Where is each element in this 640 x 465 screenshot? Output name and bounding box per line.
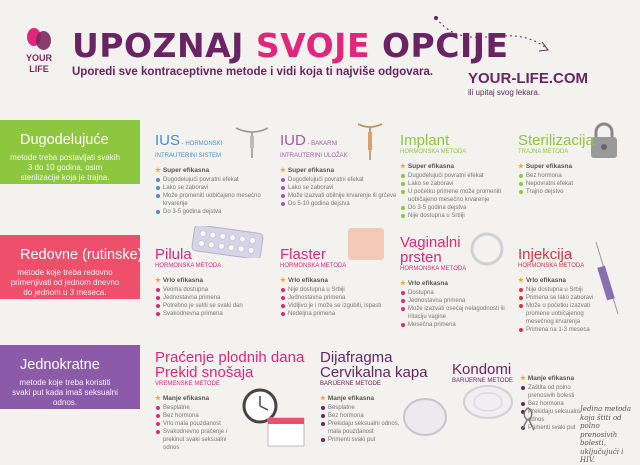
row-title: Redovne (rutinske)	[20, 247, 143, 263]
logo-text-life: LIFE	[29, 64, 49, 74]
method-title-text: IUS	[155, 132, 181, 149]
title-highlight: SVOJE	[255, 26, 370, 65]
condom-icon	[460, 378, 520, 423]
method-subtitle: BARIJERNE METODE	[320, 381, 381, 387]
method-points	[280, 176, 398, 208]
method-title: Kondomi	[452, 361, 512, 378]
row-title: Jednokratne	[20, 357, 100, 373]
star-icon: ★	[520, 375, 526, 382]
effectiveness-badge	[155, 166, 273, 174]
method-points	[155, 176, 273, 216]
row-description: metode treba postavljati svakih 3 do 10 godina, osim sterilizacije koja je trajna.	[10, 153, 120, 182]
list-item: Do 3-5 godina dejstva	[155, 208, 273, 216]
method-points	[280, 286, 398, 318]
stopwatch-calendar-icon	[238, 382, 308, 452]
list-item: Nepovratni efekat	[518, 180, 608, 188]
diaphragm-icon	[400, 392, 450, 442]
star-icon: ★	[155, 167, 161, 174]
effectiveness-badge	[518, 162, 608, 170]
row-description: metode koje treba redovno primenjivati od jednom dnevno do jednom u 3 meseca.	[10, 268, 120, 297]
method-title: Flaster	[280, 246, 326, 263]
list-item: Svakodnevna primena	[155, 310, 273, 318]
list-item: Bez hormona	[518, 172, 608, 180]
row-one-time	[0, 345, 140, 409]
method-points	[155, 286, 273, 318]
star-icon: ★	[280, 167, 286, 174]
effectiveness-badge	[400, 279, 518, 287]
method-subtitle: INTRAUTERINI SISTEM	[155, 153, 222, 159]
effectiveness-label: Super efikasna	[287, 167, 335, 174]
list-item: Bez hormona	[520, 400, 582, 408]
method-title	[155, 133, 273, 152]
list-item: Primena na 1-3 meseca	[518, 326, 608, 334]
effectiveness-label: Vrlo efikasna	[525, 277, 566, 284]
list-item: Nije dostupna u Srbiji	[280, 286, 398, 294]
list-item: Primenti svaki put	[320, 436, 402, 444]
method-subtitle: TRAJNA METODA	[518, 149, 569, 155]
list-item: Može izazvati osećaj nelagodnosti ili iritaciju vagine	[400, 305, 518, 321]
method-title: Vaginalni prsten	[400, 234, 461, 266]
method-title-suffix: - BAKARNI	[305, 141, 338, 147]
list-item: Prekidaju seksualni odnos	[520, 408, 582, 424]
website-link[interactable]: YOUR-LIFE.COM	[468, 70, 588, 87]
star-icon: ★	[400, 280, 406, 287]
awareness-ribbon-icon	[520, 406, 536, 432]
method-subtitle: HORMONSKA METODA	[518, 263, 585, 269]
method-subtitle: HORMONSKA METODA	[280, 263, 347, 269]
method-points	[155, 404, 237, 452]
method-title: Pilula	[155, 246, 192, 263]
list-item: Može promeniti uobičajeno mesečno krvarenje	[155, 192, 273, 208]
list-item: Bez hormona	[320, 412, 402, 420]
logo-mark-icon	[25, 28, 53, 52]
method-implant	[400, 133, 518, 220]
list-item: U početku primene može promeniti uobičajeno mesečno krvarenje	[400, 188, 518, 204]
method-subtitle: HORMONSKA METODA	[155, 263, 222, 269]
method-title-2: Prekid snošaja	[155, 364, 254, 381]
list-item: Lako se zaboravi	[280, 184, 398, 192]
effectiveness-label: Super efikasna	[407, 163, 455, 170]
method-points	[400, 289, 518, 329]
list-item: Lako se zaboravi	[400, 180, 518, 188]
website-subtext: ili upitaj svog lekara.	[468, 88, 541, 97]
list-item: Veoma dostupna	[155, 286, 273, 294]
method-sterilization	[518, 133, 608, 196]
list-item: Vidljivo je i može se izgubiti, ispasti	[280, 302, 398, 310]
logo-text-your: YOUR	[25, 53, 52, 63]
method-title: Sterilizacija	[518, 132, 594, 149]
list-item: Svakodnevno praćenje / prekinut svaki seksualni odnos	[155, 428, 237, 452]
list-item: Do 3-5 godina dejstva	[400, 204, 518, 212]
effectiveness-label: Vrlo efikasna	[407, 280, 448, 287]
effectiveness-badge	[280, 276, 398, 284]
method-subtitle: BARIJERNE METODE	[452, 378, 513, 384]
method-injection	[518, 247, 608, 334]
effectiveness-label: Vrlo efikasna	[287, 277, 328, 284]
list-item: Mesečna primena	[400, 321, 518, 329]
method-ius	[155, 133, 273, 216]
effectiveness-label: Super efikasna	[162, 167, 210, 174]
list-item: Dugodelujući povratni efekat	[280, 176, 398, 184]
list-item: Jednostavna primena	[400, 297, 518, 305]
title-part-2: OPCIJE	[370, 26, 509, 65]
method-points	[400, 172, 518, 220]
list-item: Potrebno je setiti se svaki dan	[155, 302, 273, 310]
effectiveness-badge	[518, 276, 608, 284]
method-subtitle: HORMONSKA METODA	[400, 266, 467, 272]
list-item: Besplatne	[155, 404, 237, 412]
dotted-arrow-decoration	[428, 8, 558, 68]
star-icon: ★	[400, 163, 406, 170]
effectiveness-label: Manje efikasna	[162, 395, 210, 402]
list-item: Trajno dejstvo	[518, 188, 608, 196]
list-item: Prekidaju seksualni odnos, mala pouzdanost	[320, 420, 402, 436]
effectiveness-badge	[155, 276, 273, 284]
method-points	[518, 172, 608, 196]
list-item: Zaštita od polno prenosivih bolesti	[520, 384, 582, 400]
star-icon: ★	[155, 395, 161, 402]
your-life-logo	[18, 28, 60, 74]
list-item: Jednostavna primena	[155, 294, 273, 302]
effectiveness-label: Manje efikasna	[527, 375, 575, 382]
list-item: Vrlo mala pouzdanost	[155, 420, 237, 428]
effectiveness-badge	[280, 166, 398, 174]
list-item: Jednostavna primena	[280, 294, 398, 302]
list-item: Dostupna	[400, 289, 518, 297]
star-icon: ★	[280, 277, 286, 284]
method-iud	[280, 133, 398, 208]
effectiveness-label: Vrlo efikasna	[162, 277, 203, 284]
method-title-text: IUD	[280, 132, 306, 149]
row-description: metode koje treba koristiti svaki put kada imaš seksualni odnos.	[12, 378, 118, 407]
list-item: Može u početku izazvati promene uobičajenog mesečnog krvarenja	[518, 302, 608, 326]
star-icon: ★	[155, 277, 161, 284]
method-title-1: Praćenje plodnih dana	[155, 349, 305, 366]
list-item: Primena se lako zaboravi	[518, 294, 608, 302]
list-item: Dugodelujući povratni efekat	[400, 172, 518, 180]
method-title-suffix: - HORMONSKI	[180, 141, 223, 147]
method-title	[280, 133, 398, 152]
effectiveness-label: Super efikasna	[525, 163, 573, 170]
method-title-1: Dijafragma	[320, 349, 393, 366]
effectiveness-badge	[520, 374, 620, 382]
star-icon: ★	[518, 277, 524, 284]
list-item: Primenti svaki put	[520, 424, 582, 432]
effectiveness-label: Manje efikasna	[327, 395, 375, 402]
title-part-1: UPOZNAJ	[72, 26, 256, 65]
method-title: Implant	[400, 132, 450, 149]
method-title-2: Cervikalna kapa	[320, 364, 428, 381]
star-icon: ★	[320, 395, 326, 402]
list-item: Može izazvati obilnije krvarenje ili grčeve	[280, 192, 398, 200]
method-points	[320, 404, 402, 444]
method-points	[518, 286, 608, 334]
list-item: Do 5-10 godina dejstva	[280, 200, 398, 208]
list-item: Nedeljna primena	[280, 310, 398, 318]
method-subtitle: INTRAUTERINI ULOŽAK	[280, 153, 348, 159]
handwritten-note: Jedina metoda koja štiti od polno prenosivih bolesti, uključujući i HIV.	[580, 405, 632, 464]
method-subtitle: VREMENSKE METODE	[155, 381, 220, 387]
list-item: Nije dostupna u Srbiji	[400, 212, 518, 220]
method-pill	[155, 247, 273, 318]
page-subtitle: Uporedi sve kontraceptivne metode i vidi koja ti najviše odgovara.	[72, 66, 434, 78]
list-item: Besplatne	[320, 404, 402, 412]
method-title: Injekcija	[518, 246, 573, 263]
list-item: Lako se zaboravi	[155, 184, 273, 192]
star-icon: ★	[518, 163, 524, 170]
row-title: Dugodelujuće	[20, 132, 109, 148]
method-vaginal-ring	[400, 235, 518, 329]
list-item: Nije dostupna u Srbiji	[518, 286, 608, 294]
method-patch	[280, 247, 398, 318]
method-subtitle: HORMONSKA METODA	[400, 149, 467, 155]
row-routine	[0, 235, 143, 299]
list-item: Bez hormona	[155, 412, 237, 420]
effectiveness-badge	[400, 162, 518, 170]
list-item: Dugodelujući povratni efekat	[155, 176, 273, 184]
row-long-acting	[0, 120, 140, 184]
